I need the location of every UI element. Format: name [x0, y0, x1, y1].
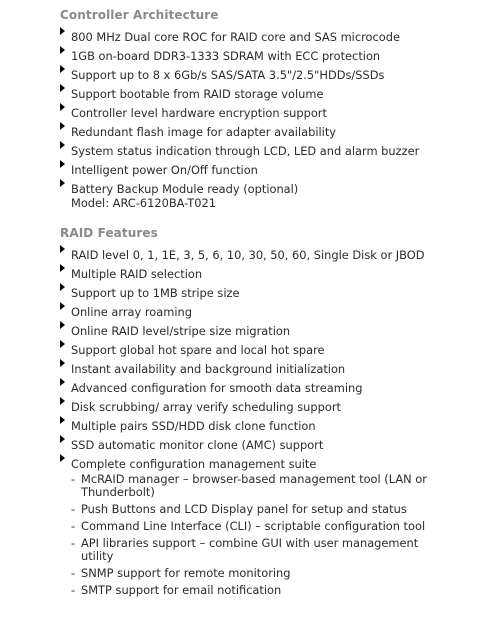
bullet-arrow-icon	[60, 302, 65, 310]
dash-icon: -	[71, 566, 76, 580]
bullet-arrow-icon	[60, 179, 65, 187]
dash-icon: -	[71, 519, 76, 533]
management-suite-sublist	[71, 473, 491, 597]
model-number: Model: ARC-6120BA-T021	[71, 196, 216, 210]
sub-list-item: - Push Buttons and LCD Display panel for setup and status	[71, 502, 407, 516]
bullet-arrow-icon	[60, 321, 65, 329]
dash-icon: -	[71, 502, 76, 516]
bullet-arrow-icon	[60, 340, 65, 348]
bullet-arrow-icon	[60, 264, 65, 272]
bullet-arrow-icon	[60, 397, 65, 405]
sub-list-item: - API libraries support – combine GUI with user management utility	[71, 536, 419, 563]
section-title-controller-architecture: Controller Architecture	[60, 8, 219, 22]
bullet-arrow-icon	[60, 454, 65, 462]
bullet-arrow-icon	[60, 245, 65, 253]
bullet-arrow-icon	[60, 435, 65, 443]
list-item: Support up to 1MB stripe size	[60, 286, 491, 300]
list-item: Controller level hardware encryption support	[60, 106, 491, 120]
controller-architecture-list	[60, 30, 498, 210]
dash-icon: -	[71, 536, 76, 550]
list-item: SSD automatic monitor clone (AMC) support	[60, 438, 491, 452]
bullet-arrow-icon	[60, 160, 65, 168]
list-item: Support bootable from RAID storage volume	[60, 87, 491, 101]
sub-list-item: - McRAID manager – browser-based management tool (LAN or Thunderbolt)	[71, 472, 427, 499]
list-item: Multiple pairs SSD/HDD disk clone function	[60, 419, 491, 433]
section-title-raid-features: RAID Features	[60, 226, 158, 240]
list-item: RAID level 0, 1, 1E, 3, 5, 6, 10, 30, 50, 60, Single Disk or JBOD	[60, 248, 491, 262]
list-item: Battery Backup Module ready (optional) Model: ARC-6120BA-T021	[60, 182, 491, 210]
list-item: Disk scrubbing/ array verify scheduling support	[60, 400, 491, 414]
list-item: Online RAID level/stripe size migration	[60, 324, 491, 338]
bullet-arrow-icon	[60, 103, 65, 111]
list-item: 800 MHz Dual core ROC for RAID core and SAS microcode	[60, 30, 491, 44]
bullet-arrow-icon	[60, 84, 65, 92]
bullet-arrow-icon	[60, 122, 65, 130]
list-item: Advanced configuration for smooth data streaming	[60, 381, 491, 395]
list-item: Multiple RAID selection	[60, 267, 491, 281]
bullet-arrow-icon	[60, 27, 65, 35]
bullet-arrow-icon	[60, 416, 65, 424]
bullet-arrow-icon	[60, 141, 65, 149]
sub-list-item: - Command Line Interface (CLI) – scriptable configuration tool	[71, 519, 426, 533]
list-item: System status indication through LCD, LED and alarm buzzer	[60, 144, 491, 158]
list-item: Support up to 8 x 6Gb/s SAS/SATA 3.5"/2.5"HDDs/SSDs	[60, 68, 491, 82]
list-item: Intelligent power On/Off function	[60, 163, 491, 177]
list-item: Instant availability and background initialization	[60, 362, 491, 376]
list-item: Online array roaming	[60, 305, 491, 319]
sub-list-item: - SMTP support for email notification	[71, 583, 282, 597]
bullet-arrow-icon	[60, 359, 65, 367]
sub-list-item: - SNMP support for remote monitoring	[71, 566, 291, 580]
dash-icon: -	[71, 583, 76, 597]
bullet-arrow-icon	[60, 46, 65, 54]
bullet-arrow-icon	[60, 283, 65, 291]
bullet-arrow-icon	[60, 65, 65, 73]
list-item: Complete configuration management suite - McRAID manager – browser-based management tool (LAN or Thunderbolt) - Push Buttons and LCD Display panel for setup and status - Command Line Interface (CLI) – scriptable configuration tool - API libraries support – combine GUI with user management utility - SNMP support for remote monitoring - SMTP support for email notification	[60, 457, 491, 597]
list-item: 1GB on-board DDR3-1333 SDRAM with ECC protection	[60, 49, 491, 63]
list-item: Support global hot spare and local hot spare	[60, 343, 491, 357]
list-item: Redundant flash image for adapter availability	[60, 125, 491, 139]
raid-features-list	[60, 248, 498, 597]
bullet-arrow-icon	[60, 378, 65, 386]
dash-icon: -	[71, 472, 76, 486]
